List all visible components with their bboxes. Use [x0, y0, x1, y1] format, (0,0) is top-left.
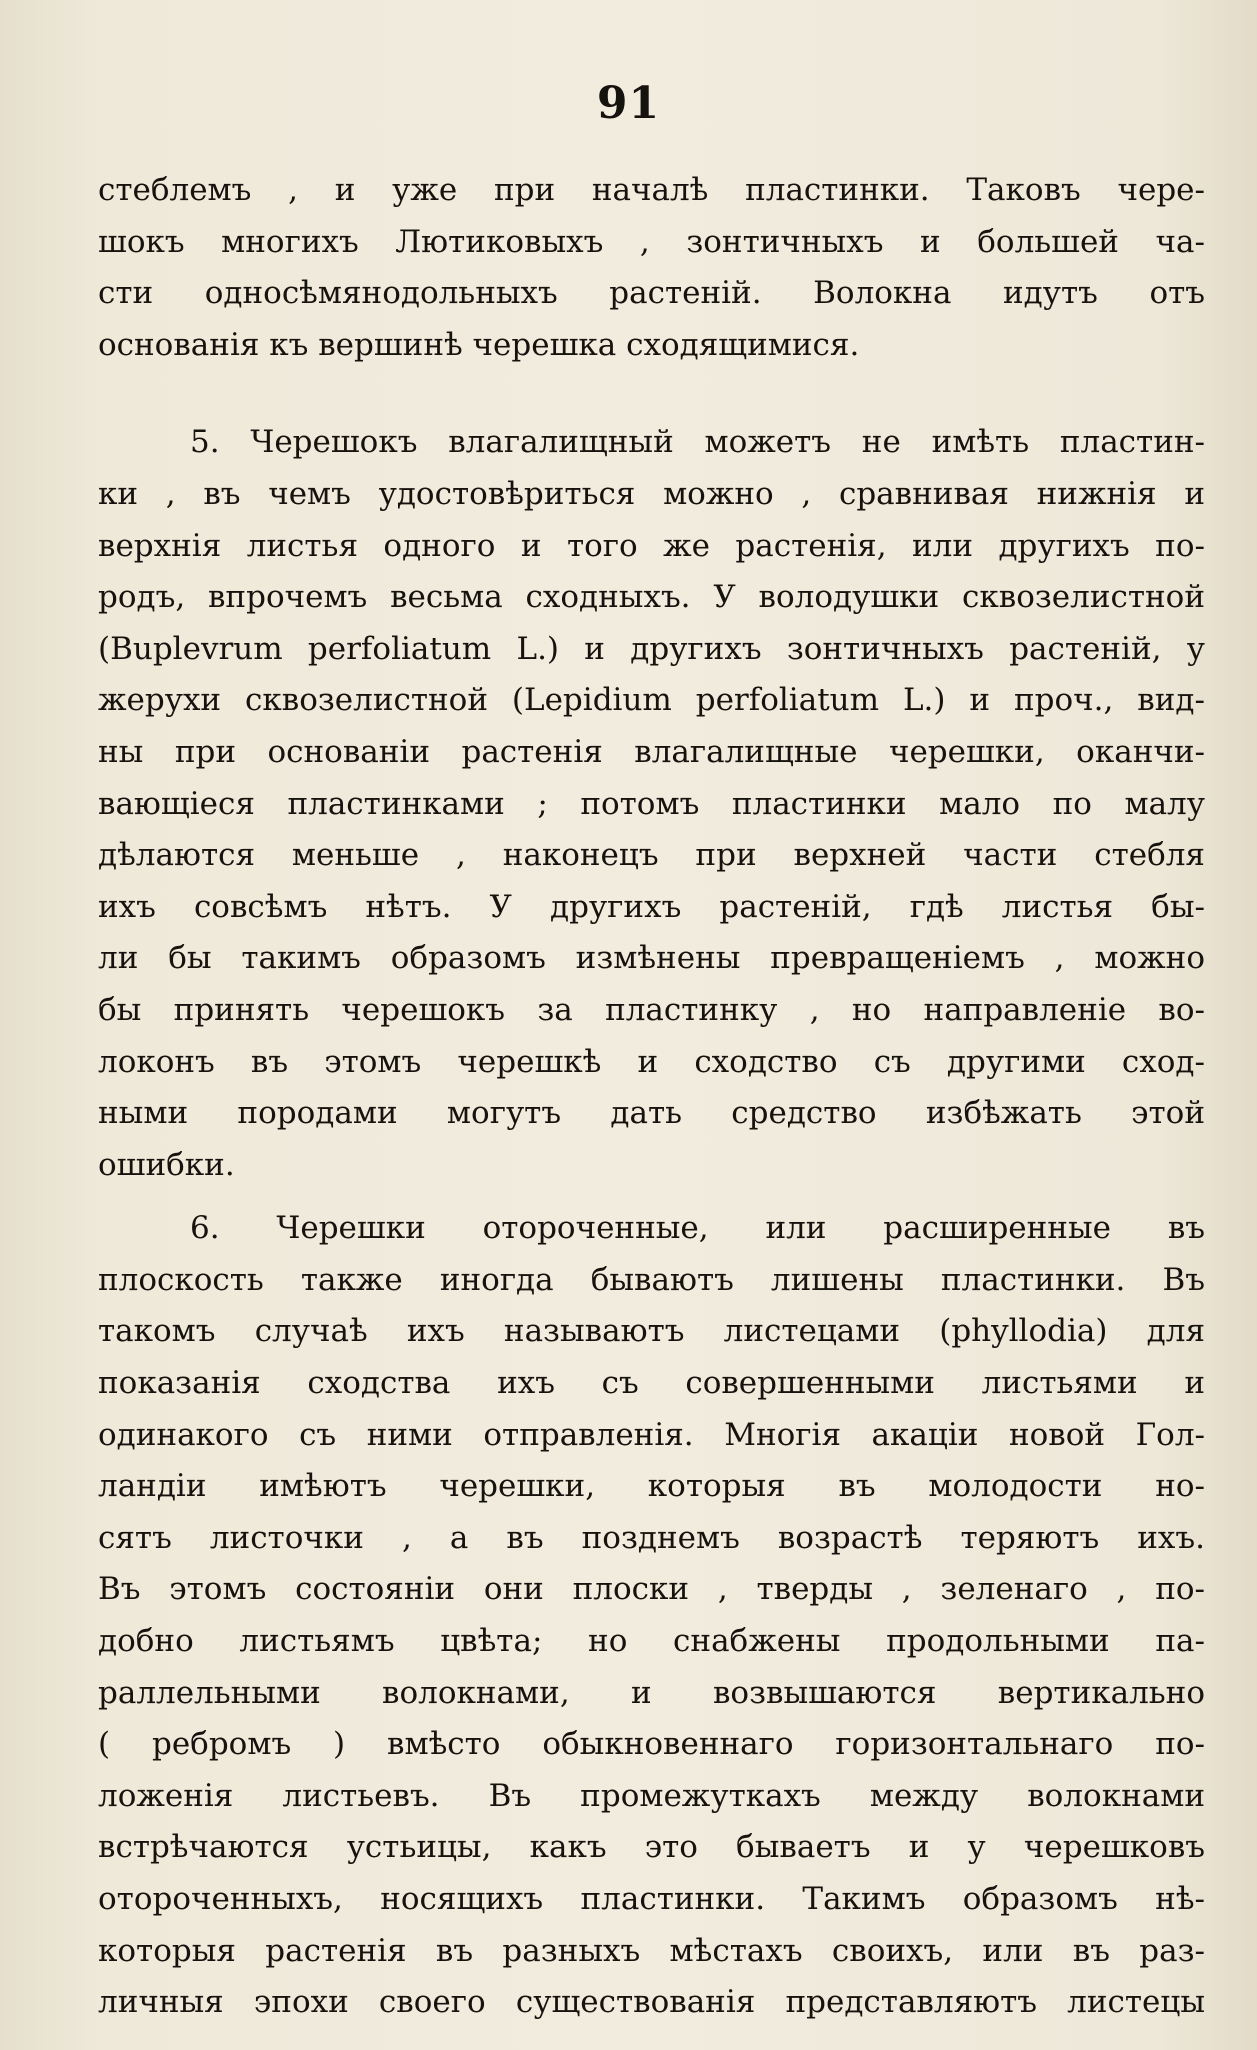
text-line: шокъ многихъ Лютиковыхъ , зонтичныхъ и большей ча-: [98, 223, 1205, 260]
text-line: локонъ въ этомъ черешкѣ и сходство съ другими сход-: [98, 1043, 1205, 1080]
text-line: ны при основаніи растенія влагалищные черешки, оканчи-: [98, 733, 1205, 770]
text-line: личныя эпохи своего существованія представляютъ листецы: [98, 1984, 1205, 2021]
text-line: ли бы такимъ образомъ измѣнены превращеніемъ , можно: [98, 940, 1205, 977]
text-line: отороченныхъ, носящихъ пластинки. Такимъ образомъ нѣ-: [98, 1881, 1205, 1917]
text-line: ложенія листьевъ. Въ промежуткахъ между волокнами: [98, 1777, 1205, 1814]
text-line: плоскость также иногда бываютъ лишены пластинки. Въ: [98, 1261, 1205, 1298]
text-line: ными породами могутъ дать средство избѣжать этой: [98, 1095, 1205, 1132]
text-line: ошибки.: [98, 1146, 235, 1183]
text-line: ( ребромъ ) вмѣсто обыкновеннаго горизонтальнаго по-: [98, 1726, 1205, 1763]
text-line: вающіеся пластинками ; потомъ пластинки мало по малу: [98, 785, 1205, 822]
text-line: бы принять черешокъ за пластинку , но направленіе во-: [98, 991, 1205, 1028]
paragraph-gap: [98, 371, 1205, 417]
text-line: сятъ листочки , а въ позднемъ возрастѣ теряютъ ихъ.: [98, 1519, 1205, 1556]
text-line: основанія къ вершинѣ черешка сходящимися.: [98, 326, 860, 363]
text-line: ландіи имѣютъ черешки, которыя въ молодости но-: [98, 1468, 1205, 1505]
text-line: 5. Черешокъ влагалищный можетъ не имѣть пластин-: [190, 424, 1205, 461]
text-line: добно листьямъ цвѣта; но снабжены продольными па-: [98, 1623, 1205, 1660]
text-line: сти односѣмянодольныхъ растеній. Волокна идутъ отъ: [98, 275, 1205, 312]
text-line: Въ этомъ состояніи они плоски , тверды , зеленаго , по-: [98, 1571, 1205, 1608]
text-line: встрѣчаются устьицы, какъ это бываетъ и у черешковъ: [98, 1829, 1205, 1866]
text-line: родъ, впрочемъ весьма сходныхъ. У володушки сквозелистной: [98, 579, 1205, 616]
text-line: показанія сходства ихъ съ совершенными листьями и: [98, 1365, 1205, 1402]
text-line: одинакого съ ними отправленія. Многія акаціи новой Гол-: [98, 1416, 1205, 1453]
text-line: которыя растенія въ разныхъ мѣстахъ своихъ, или въ раз-: [98, 1932, 1205, 1969]
text-line: ихъ совсѣмъ нѣтъ. У другихъ растеній, гдѣ листья бы-: [98, 888, 1205, 925]
text-line: дѣлаются меньше , наконецъ при верхней части стебля: [98, 837, 1205, 874]
text-line: ки , въ чемъ удостовѣриться можно , сравнивая нижнія и: [98, 475, 1205, 512]
text-line: 6. Черешки отороченные, или расширенные въ: [190, 1210, 1205, 1247]
text-line: стеблемъ , и уже при началѣ пластинки. Таковъ чере-: [98, 172, 1205, 208]
text-line: (Buplevrum perfoliatum L.) и другихъ зонтичныхъ растеній, у: [98, 630, 1205, 667]
page-number: 91: [596, 78, 661, 129]
body-text: [98, 165, 1205, 2029]
text-line: раллельными волокнами, и возвышаются вертикально: [98, 1674, 1205, 1711]
text-line: жерухи сквозелистной (Lepidium perfoliatum L.) и проч., вид-: [98, 682, 1205, 719]
paragraph-gap: [98, 1191, 1205, 1203]
text-line: верхнія листья одного и того же растенія, или другихъ по-: [98, 527, 1205, 564]
text-line: такомъ случаѣ ихъ называютъ листецами (phyllodia) для: [98, 1313, 1205, 1350]
